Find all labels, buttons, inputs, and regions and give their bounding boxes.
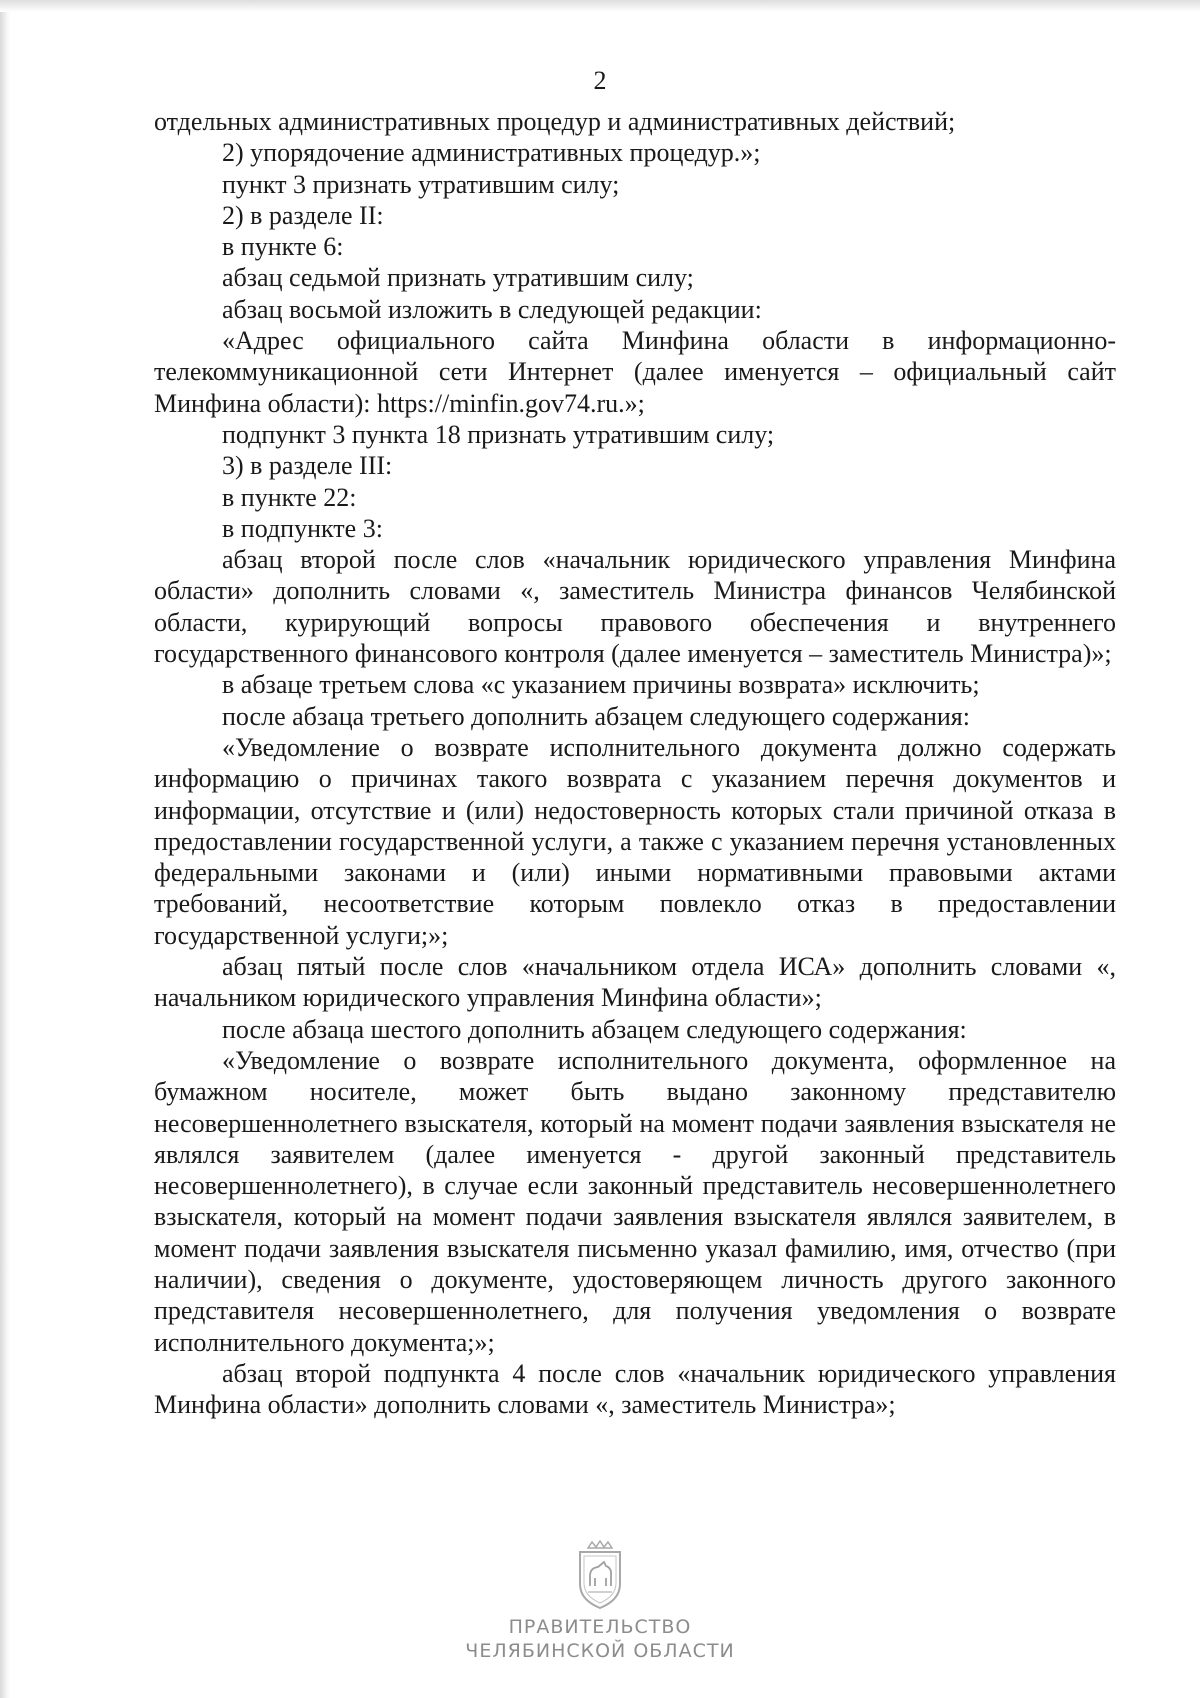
- government-title-line2: ЧЕЛЯБИНСКОЙ ОБЛАСТИ: [465, 1640, 735, 1662]
- paragraph: в абзаце третьем слова «с указанием причины возврата» исключить;: [222, 670, 980, 700]
- scan-edge-left: [0, 0, 10, 1698]
- paragraph: «Уведомление о возврате исполнительного документа, оформленное на бумажном носителе, может быть выдано законному представителю несовершеннолетнего взыскателя, который на момент подачи заявления взыскателя не являлся заявителем (далее именуется - другой законный представитель несовершеннолетнего), в случае если законный представитель несовершеннолетнего взыскателя, который на момент подачи заявления взыскателя являлся заявителем, в момент подачи заявления взыскателя письменно указал фамилию, имя, отчество (при наличии), сведения о документе, удостоверяющем личность другого законного представителя несовершеннолетнего, для получения уведомления о возврате исполнительного документа;»;: [154, 1045, 1116, 1357]
- paragraph: абзац второй после слов «начальник юридического управления Минфина области» дополнить словами «, заместитель Министра финансов Челябинской области, курирующий вопросы правового обеспечения и внутреннего государственного финансового контроля (далее именуется – заместитель Министра)»;: [154, 545, 1116, 669]
- paragraph: после абзаца третьего дополнить абзацем следующего содержания:: [222, 701, 970, 731]
- paragraph: «Адрес официального сайта Минфина области в информационно-телекоммуникационной сети Интернет (далее именуется – официальный сайт Минфина области): https://minfin.gov74.ru.»;: [154, 326, 1116, 418]
- paragraph: отдельных административных процедур и административных действий;: [154, 107, 956, 136]
- paragraph: подпункт 3 пункта 18 признать утратившим силу;: [222, 419, 775, 449]
- government-footer: [0, 1540, 1200, 1663]
- paragraph: 2) в разделе II:: [222, 200, 384, 230]
- chelyabinsk-emblem-icon: [574, 1540, 626, 1610]
- paragraph: «Уведомление о возврате исполнительного документа должно содержать информацию о причинах такого возврата с указанием перечня документов и информации, отсутствие и (или) недостоверность которых стали причиной отказа в предоставлении государственной услуги, а также с указанием перечня установленных федеральными законами и (или) иными нормативными правовыми актами требований, несоответствие которым повлекло отказ в предоставлении государственной услуги;»;: [154, 732, 1116, 950]
- document-body: [154, 106, 1116, 1420]
- paragraph: после абзаца шестого дополнить абзацем следующего содержания:: [222, 1014, 967, 1044]
- paragraph: абзац восьмой изложить в следующей редакции:: [222, 294, 762, 324]
- scan-edge-top: [0, 0, 1200, 12]
- paragraph: пункт 3 признать утратившим силу;: [222, 169, 620, 199]
- paragraph: абзац пятый после слов «начальником отдела ИСА» дополнить словами «, начальником юридического управления Минфина области»;: [154, 952, 1116, 1013]
- paragraph: абзац седьмой признать утратившим силу;: [222, 263, 694, 293]
- paragraph: в пункте 22:: [222, 482, 357, 512]
- paragraph: абзац второй подпункта 4 после слов «начальник юридического управления Минфина области» дополнить словами «, заместитель Министра»;: [154, 1358, 1116, 1420]
- paragraph: 2) упорядочение административных процедур.»;: [222, 138, 761, 168]
- paragraph: 3) в разделе III:: [222, 451, 393, 481]
- page-number: 2: [593, 66, 607, 95]
- paragraph: в пункте 6:: [222, 232, 344, 262]
- government-title-line1: ПРАВИТЕЛЬСТВО: [508, 1616, 692, 1638]
- paragraph: в подпункте 3:: [222, 513, 383, 543]
